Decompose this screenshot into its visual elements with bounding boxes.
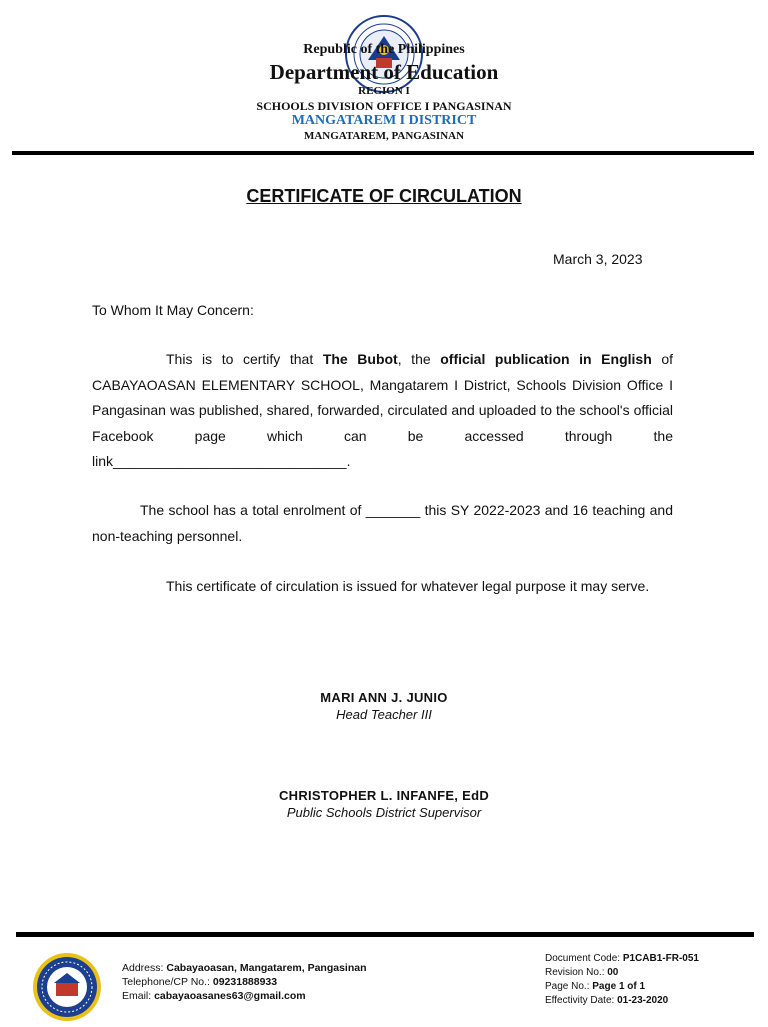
page-no (545, 980, 645, 994)
paragraph-certify (92, 347, 673, 475)
p1-text-a: This is to certify that (166, 351, 323, 367)
signatory-1-name: MARI ANN J. JUNIO (320, 690, 448, 705)
document-title: CERTIFICATE OF CIRCULATION (246, 186, 522, 206)
doc-code-value: P1CAB1-FR-051 (622, 953, 699, 964)
signatory-1-title: Head Teacher III (336, 707, 432, 722)
email-label: Email: (122, 990, 155, 1002)
address-label: Address: (122, 962, 167, 974)
page-label: Page No.: (545, 981, 593, 992)
republic-line: Republic of the Philippines (303, 42, 465, 57)
town-line: MANGATAREM, PANGASINAN (303, 130, 465, 142)
school-logo (32, 952, 102, 1022)
p1-text-c: of CABAYAOASAN ELEMENTARY SCHOOL, Mangatarem I District, Schools Division Office I Pangasinan was published, shared, forwarded, circulated and uploaded to the school's official Facebook page which can be accessed through the link______________________________. (92, 351, 674, 469)
document-date: March 3, 2023 (553, 251, 643, 267)
phone-value: 09231888933 (212, 976, 278, 988)
footer-phone (122, 975, 277, 989)
signatory-2-title: Public Schools District Supervisor (286, 805, 482, 820)
district-line: MANGATAREM I DISTRICT (291, 113, 477, 128)
footer-divider (16, 932, 754, 937)
footer-email (122, 989, 306, 1003)
paragraph-purpose: This certificate of circulation is issued for whatever legal purpose it may serve. (166, 578, 650, 594)
header-divider (12, 151, 754, 155)
email-value: cabayaoasanes63@gmail.com (154, 990, 306, 1002)
page-value: Page 1 of 1 (592, 981, 646, 992)
doc-code-label: Document Code: (545, 953, 623, 964)
salutation: To Whom It May Concern: (92, 302, 254, 318)
effectivity-label: Effectivity Date: (545, 995, 618, 1006)
region-line: REGION I (358, 85, 410, 97)
revision-value: 00 (607, 967, 619, 978)
revision-label: Revision No.: (545, 967, 608, 978)
publication-kind: official publication in English (440, 351, 652, 367)
phone-label: Telephone/CP No.: (122, 976, 213, 988)
revision-no (545, 966, 618, 980)
address-value: Cabayaoasan, Mangatarem, Pangasinan (166, 962, 367, 974)
footer-address (122, 961, 367, 975)
p1-text-b: , the (397, 351, 441, 367)
signatory-2-name: CHRISTOPHER L. INFANFE, EdD (278, 788, 490, 803)
paragraph-enrolment: The school has a total enrolment of _______ this SY 2022-2023 and 16 teaching and non-teaching personnel. (92, 502, 673, 544)
effectivity-date (545, 994, 668, 1008)
publication-name: The Bubot (322, 351, 398, 367)
effectivity-value: 01-23-2020 (617, 995, 669, 1006)
doc-code (545, 952, 699, 966)
division-line: SCHOOLS DIVISION OFFICE I PANGASINAN (256, 99, 512, 113)
department-name: Department of Education (269, 60, 499, 84)
